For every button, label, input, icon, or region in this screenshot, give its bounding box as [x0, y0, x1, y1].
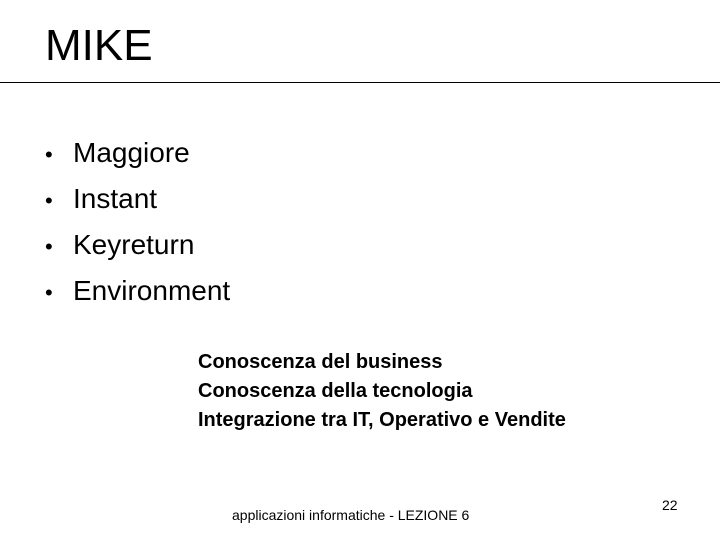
bullet-label: Keyreturn — [73, 229, 195, 260]
bullet-label: Maggiore — [73, 137, 190, 168]
page-number: 22 — [662, 497, 678, 513]
bullet-marker: • — [45, 142, 53, 167]
bullet-list — [45, 130, 230, 314]
note-line: Integrazione tra IT, Operativo e Vendite — [198, 409, 566, 431]
slide-title: MIKE — [45, 21, 153, 70]
bullet-marker: • — [45, 234, 53, 259]
bullet-item — [45, 222, 230, 268]
bullet-label: Instant — [73, 183, 158, 214]
note-line: Conoscenza del business — [198, 351, 443, 373]
bullet-item — [45, 130, 230, 176]
note-line: Conoscenza della tecnologia — [198, 380, 473, 402]
bullet-item — [45, 176, 230, 222]
bullet-label: Environment — [73, 275, 231, 306]
notes-block — [198, 348, 566, 435]
bullet-item — [45, 268, 230, 314]
title-divider — [0, 82, 720, 83]
footer-text: applicazioni informatiche - LEZIONE 6 — [232, 507, 470, 523]
bullet-marker: • — [45, 280, 53, 305]
bullet-marker: • — [45, 188, 53, 213]
